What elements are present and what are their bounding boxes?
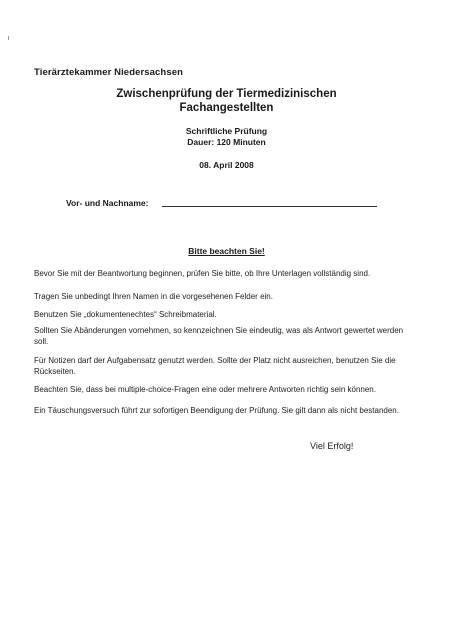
exam-type: Schriftliche Prüfung <box>185 126 268 136</box>
instruction-item: Ein Täuschungsversuch führt zur sofortigen Beendigung der Prüfung. Sie gilt dann als nicht bestanden. <box>34 406 399 415</box>
closing-text: Viel Erfolg! <box>310 441 354 451</box>
instruction-item: Tragen Sie unbedingt Ihren Namen in die vorgesehenen Felder ein. <box>34 292 273 301</box>
instruction-item: Beachten Sie, dass bei multiple-choice-Fragen eine oder mehrere Antworten richtig sein können. <box>34 385 376 394</box>
exam-date: 08. April 2008 <box>199 160 254 170</box>
scan-mark <box>8 36 9 40</box>
instructions-heading <box>0 246 453 256</box>
name-field-line[interactable] <box>162 206 377 207</box>
instruction-item: Für Notizen darf der Aufgabensatz genutzt werden. Sollte der Platz nicht ausreichen, benutzen Sie die Rückseiten. <box>34 356 396 376</box>
organization-name: Tierärztekammer Niedersachsen <box>34 67 183 78</box>
name-label: Vor- und Nachname: <box>66 198 149 208</box>
instruction-item: Sollten Sie Abänderungen vornehmen, so kennzeichnen Sie eindeutig, was als Antwort gewertet werden soll. <box>34 326 404 346</box>
instruction-item: Bevor Sie mit der Beantwortung beginnen, prüfen Sie bitte, ob Ihre Unterlagen vollständig sind. <box>34 269 371 278</box>
instruction-item: Benutzen Sie „dokumentenechtes“ Schreibmaterial. <box>34 310 217 319</box>
exam-title-line1: Zwischenprüfung der Tiermedizinischen <box>116 88 337 100</box>
exam-title-line2: Fachangestellten <box>179 102 274 114</box>
exam-duration: Dauer: 120 Minuten <box>187 137 266 147</box>
instructions-heading-text: Bitte beachten Sie! <box>188 246 265 256</box>
